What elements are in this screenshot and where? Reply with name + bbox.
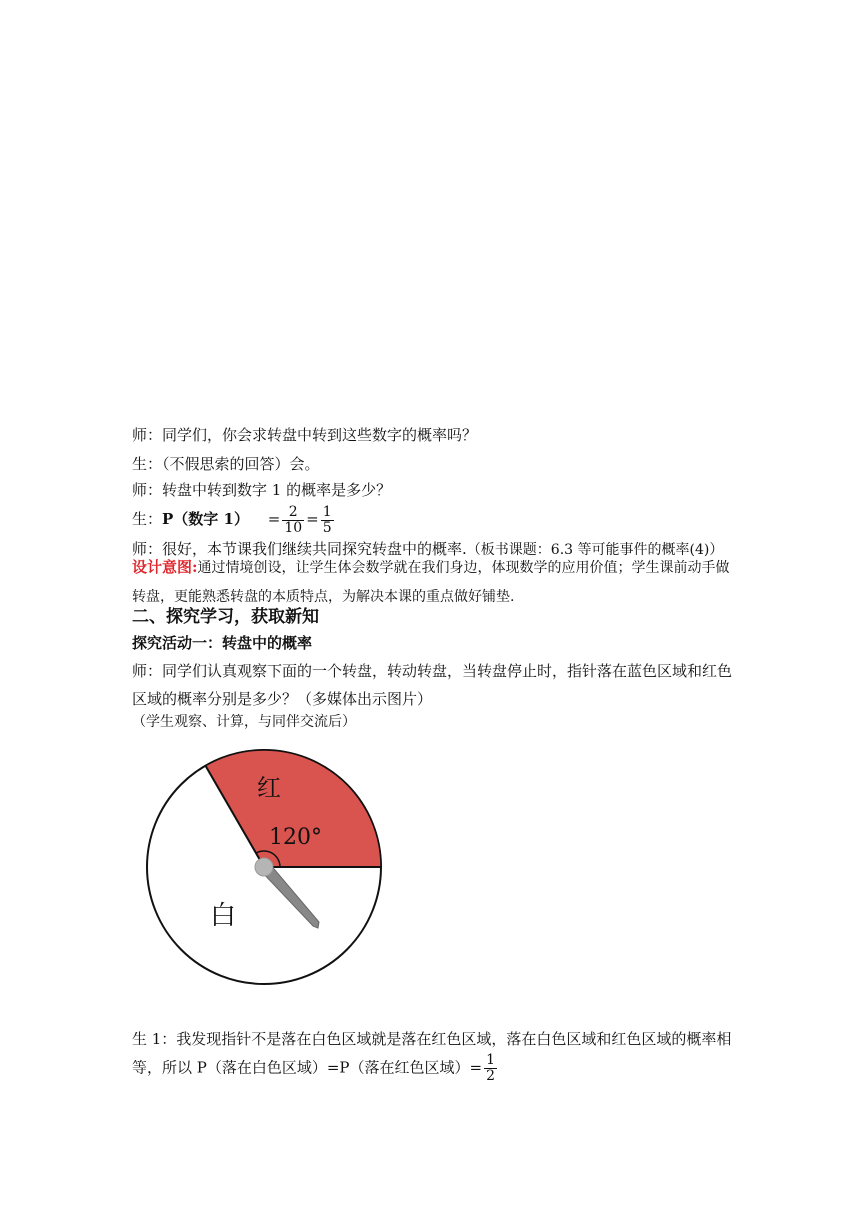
equals-sign-2: =	[306, 510, 319, 528]
dialogue-student-2	[132, 502, 742, 536]
red-region-label: 红	[257, 774, 281, 802]
fraction-2-10: $\frac{2}{10}$	[284, 503, 303, 536]
dialogue-teacher-2: 师：转盘中转到数字 1 的概率是多少？	[132, 481, 392, 499]
board-title-note: （板书课题：6.3 等可能事件的概率(4)）	[466, 542, 724, 558]
fraction-1-5: $\frac{1}{5}$	[322, 503, 332, 536]
white-region-label: 白	[210, 901, 237, 931]
design-intent	[132, 553, 742, 611]
speaker-prefix: 生：	[132, 510, 163, 528]
design-intent-label: 设计意图:	[132, 558, 198, 576]
spinner-figure	[135, 740, 395, 1000]
dialogue-student-3: 生 1：我发现指针不是落在白色区域就是落在红色区域，落在白色区域和红色区域的概率相等，所以 P（落在白色区域）=P（落在红色区域）= $\frac{1}{2}$	[132, 1030, 732, 1084]
student-activity-note: （学生观察、计算，与同伴交流后）	[132, 714, 356, 730]
dialogue-teacher-1: 师：同学们，你会求转盘中转到这些数字的概率吗？	[132, 426, 478, 444]
equals-sign: =	[267, 510, 281, 528]
section-heading: 二、探究学习，获取新知	[132, 607, 319, 627]
spinner-hub	[255, 858, 273, 876]
design-intent-text: 通过情境创设，让学生体会数学就在我们身边，体现数学的应用价值；学生课前动手做转盘，更能熟悉转盘的本质特点，为解决本课的重点做好铺垫.	[132, 560, 730, 605]
activity-heading: 探究活动一：转盘中的概率	[132, 634, 313, 652]
fraction-1-2: $\frac{1}{2}$	[486, 1052, 496, 1084]
probability-expression: P（数字 1）	[162, 510, 249, 528]
dialogue-student-1: 生：（不假思索的回答）会。	[132, 455, 320, 473]
dialogue-teacher-3: 师：很好，本节课我们继续共同探究转盘中的概率.（板书课题：6.3 等可能事件的概率(4)）	[132, 540, 724, 558]
dialogue-teacher-4: 师：同学们认真观察下面的一个转盘，转动转盘，当转盘停止时，指针落在蓝色区域和红色区域的概率分别是多少？（多媒体出示图片）	[132, 662, 733, 708]
angle-label: 120°	[269, 825, 322, 850]
